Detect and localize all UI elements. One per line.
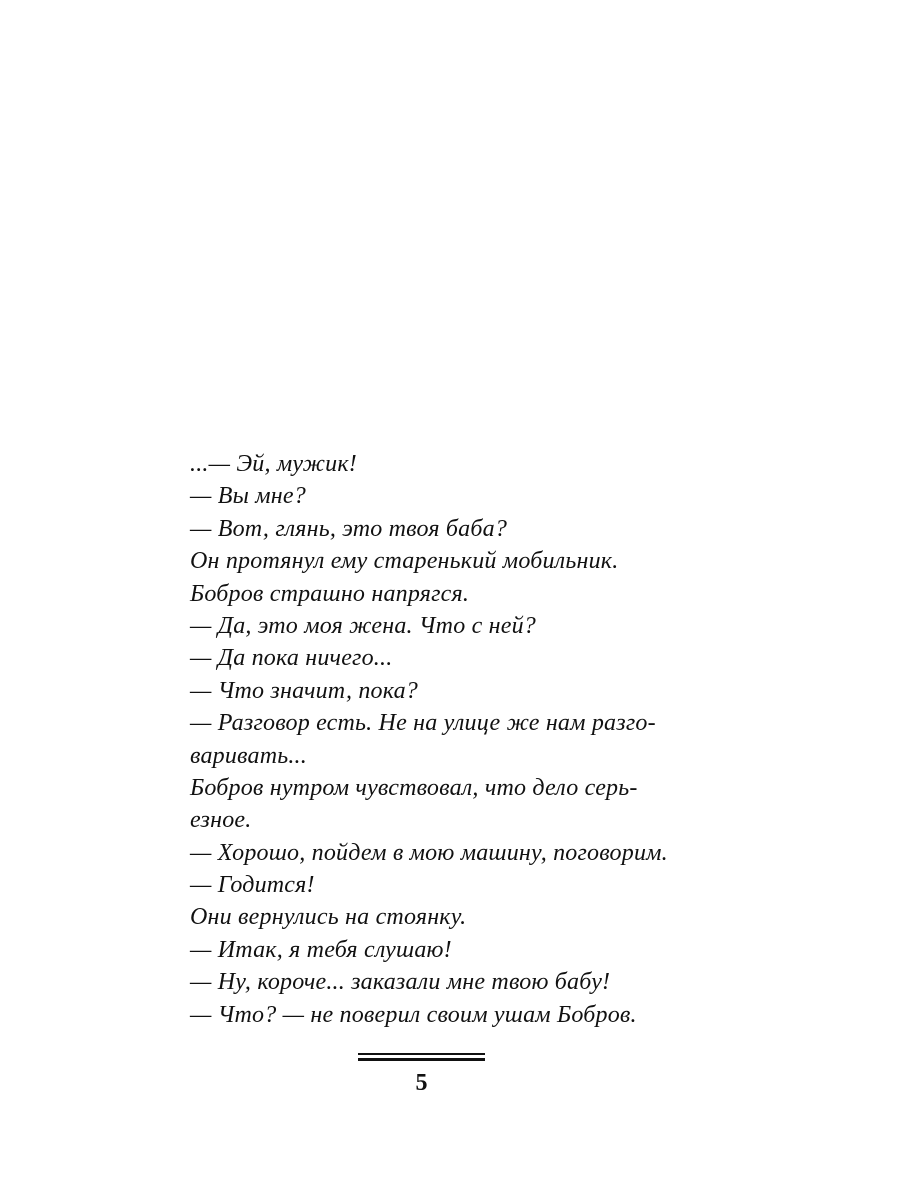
text-line: — Да пока ничего... [190, 645, 393, 672]
text-line: — Разговор есть. Не на улице же нам разго- [190, 710, 656, 737]
rule-thin [358, 1053, 485, 1055]
text-line: варивать... [190, 742, 307, 769]
text-line: ...— Эй, мужик! [190, 451, 357, 477]
text-line: Бобров нутром чувствовал, что дело серь- [190, 774, 638, 801]
text-line: — Ну, короче... заказали мне твою бабу! [190, 969, 611, 996]
text-line: — Что значит, пока? [190, 677, 418, 704]
text-line: — Вы мне? [190, 483, 306, 510]
rule-thick [358, 1058, 485, 1061]
text-line: — Вот, глянь, это твоя баба? [190, 515, 508, 542]
body-text [190, 448, 700, 1031]
footer-double-rule [358, 1053, 485, 1061]
text-line: — Да, это моя жена. Что с ней? [190, 612, 537, 639]
text-line: — Хорошо, пойдем в мою машину, поговорим. [190, 839, 668, 866]
text-line: Бобров страшно напрягся. [190, 580, 470, 607]
text-line: Он протянул ему старенький мобильник. [190, 548, 619, 575]
text-line: — Итак, я тебя слушаю! [190, 936, 452, 963]
text-line: — Годится! [190, 872, 315, 899]
text-line: езное. [190, 807, 252, 834]
text-line: Они вернулись на стоянку. [190, 904, 467, 931]
page-number: 5 [415, 1070, 428, 1096]
text-line: — Что? — не поверил своим ушам Бобров. [190, 1001, 637, 1028]
